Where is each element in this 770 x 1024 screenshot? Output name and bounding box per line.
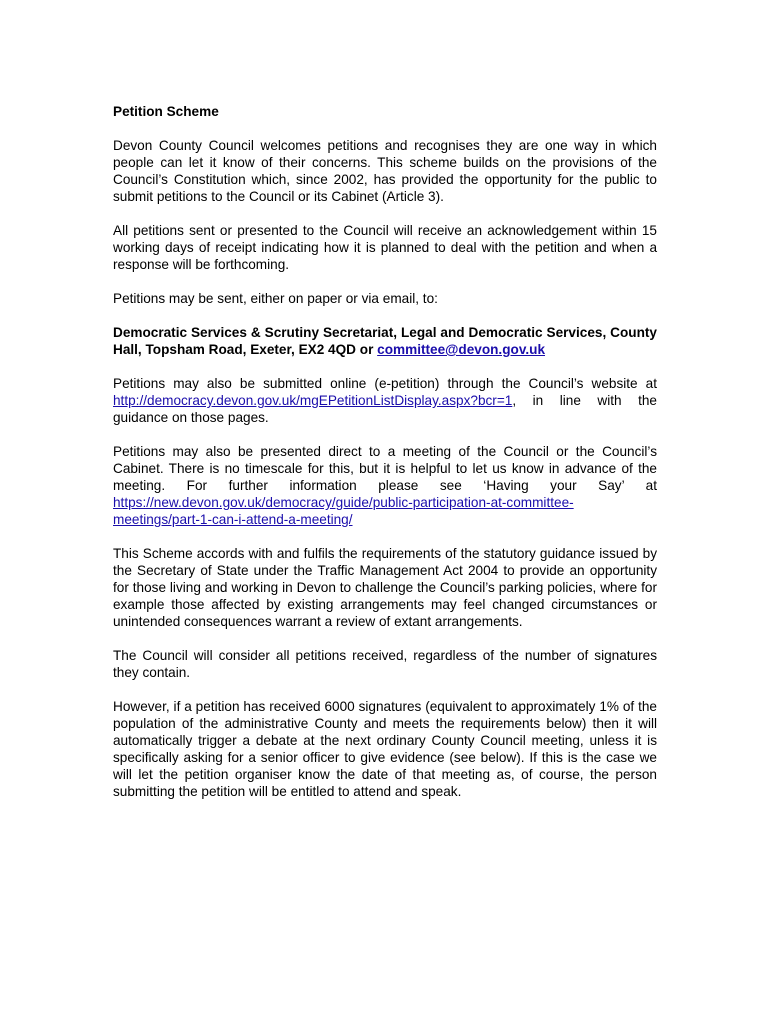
paragraph-e-petition bbox=[113, 375, 657, 426]
paragraph-intro: Devon County Council welcomes petitions and recognises they are one way in which people can let it know of their concerns. This scheme builds on the provisions of the Council’s Constitution which, since 2002, has provided the opportunity for the public to submit petitions to the Council or its Cabinet (Article 3). bbox=[113, 138, 657, 204]
e-petition-text-after: , in line with the guidance on those pages. bbox=[113, 393, 657, 425]
committee-email-link[interactable]: committee@devon.gov.uk bbox=[377, 342, 546, 357]
paragraph-debate-threshold: However, if a petition has received 6000 signatures (equivalent to approximately 1% of the population of the administrative County and meets the requirements below) then it will automatically trigger a debate at the next ordinary County Council meeting, unless it is specifically asking for a senior officer to give evidence (see below). If this is the case we will let the petition organiser know the date of that meeting as, of course, the person submitting the petition will be entitled to attend and speak. bbox=[113, 699, 657, 799]
paragraph-how-to-send: Petitions may be sent, either on paper or via email, to: bbox=[113, 291, 438, 306]
paragraph-acknowledgement: All petitions sent or presented to the Council will receive an acknowledgement within 15 working days of receipt indicating how it is planned to deal with the petition and when a response will be forthcoming. bbox=[113, 223, 657, 272]
address-text: Democratic Services & Scrutiny Secretariat, Legal and Democratic Services, County Hall, Topsham Road, Exeter, EX2 4QD or bbox=[113, 325, 657, 357]
having-your-say-link[interactable]: https://new.devon.gov.uk/democracy/guide/public-participation-at-committee-meetings/part-1-can-i-attend-a-meeting/ bbox=[113, 495, 574, 527]
paragraph-present-direct bbox=[113, 443, 657, 528]
page-title: Petition Scheme bbox=[113, 104, 219, 119]
paragraph-address bbox=[113, 324, 657, 358]
present-direct-text: Petitions may also be presented direct to a meeting of the Council or the Council’s Cabinet. There is no timescale for this, but it is helpful to let us know in advance of the meeting. For further information please see ‘Having your Say’ at bbox=[113, 444, 657, 493]
paragraph-traffic-management: This Scheme accords with and fulfils the requirements of the statutory guidance issued by the Secretary of State under the Traffic Management Act 2004 to provide an opportunity for those living and working in Devon to challenge the Council’s parking policies, where for example those affected by existing arrangements may feel changed circumstances or unintended consequences warrant a review of extant arrangements. bbox=[113, 546, 657, 629]
paragraph-consider-all: The Council will consider all petitions received, regardless of the number of signatures they contain. bbox=[113, 648, 657, 680]
e-petition-link[interactable]: http://democracy.devon.gov.uk/mgEPetitionListDisplay.aspx?bcr=1 bbox=[113, 393, 513, 408]
e-petition-text-before: Petitions may also be submitted online (e-petition) through the Council’s website at bbox=[113, 376, 657, 391]
document-page bbox=[113, 103, 657, 817]
